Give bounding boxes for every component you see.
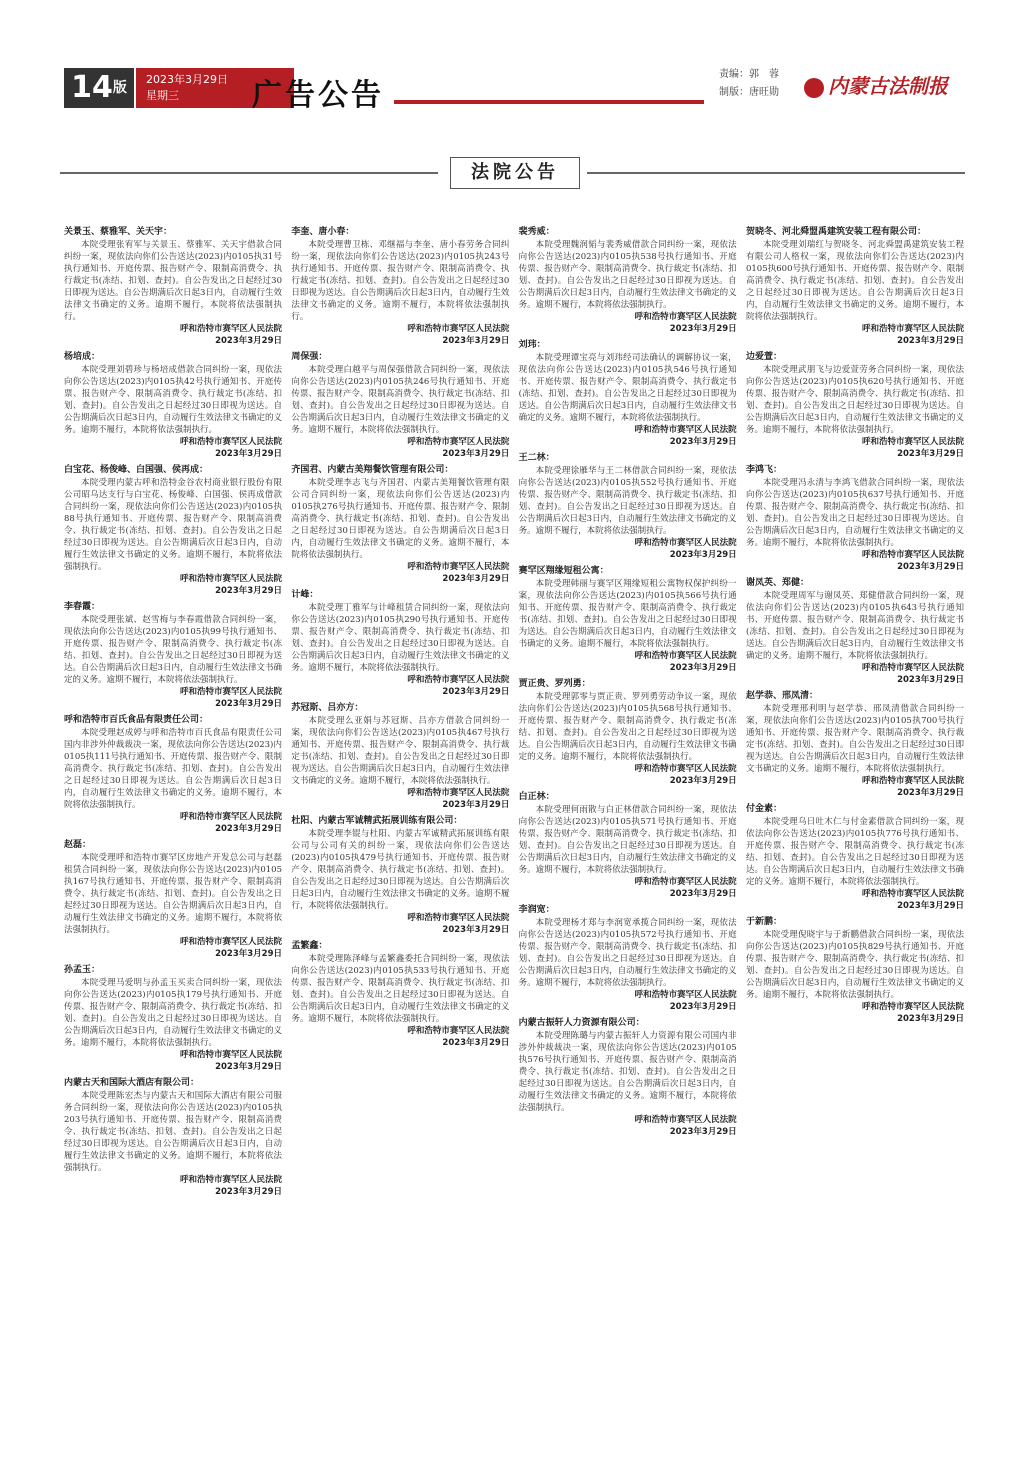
court-notice <box>291 589 509 698</box>
notice-party: 杨培成： <box>64 352 101 362</box>
notice-body: 本院受理马爱明与孙孟玉买卖合同纠纷一案，现依法向你公告送达(2023)内0105执179号执行通知书、开庭传票、报告财产令、限制高消费令、执行裁定书(冻结、扣划、查封)。自公告发出之日起经过30日即视为送达。自公告期满后次日起3日内，自动履行生效法律文书确定的义务。逾期不履行，本院将依法强制执行。 <box>64 978 282 1048</box>
court-notice <box>746 464 964 573</box>
notice-court: 呼和浩特市赛罕区人民法院 <box>634 425 737 435</box>
newspaper-logo <box>804 70 948 99</box>
notice-court: 呼和浩特市赛罕区人民法院 <box>407 913 510 923</box>
notice-date: 2023年3月29日 <box>215 1187 282 1197</box>
notice-body: 本院受理李志飞与齐国君、内蒙古美翔餐饮管理有限公司合同纠纷一案，现依法向你们公告送达(2023)内0105执276号执行通知书、开庭传票、报告财产令、限制高消费令、执行裁定书(冻结、扣划、查封)。自公告发出之日起经过30日即视为送达。自公告期满后次日起3日内，自动履行生效法律文书确定的义务。逾期不履行，本院将依法强制执行。 <box>291 478 510 560</box>
notice-date: 2023年3月29日 <box>669 889 737 899</box>
notice-date: 2023年3月29日 <box>897 562 964 572</box>
court-notice <box>64 351 282 460</box>
notice-date: 2023年3月29日 <box>442 1038 510 1048</box>
notice-date: 2023年3月29日 <box>897 1014 964 1024</box>
court-notice <box>519 1017 737 1138</box>
notice-columns <box>64 226 964 1476</box>
notice-date: 2023年3月29日 <box>215 336 282 346</box>
notice-date: 2023年3月29日 <box>669 550 737 560</box>
notice-body: 本院受理张斌、赵雪梅与李春霞借款合同纠纷一案，现依法向你公告送达(2023)内0105执99号执行通知书、开庭传票、报告财产令、限制高消费令、执行裁定书(冻结、扣划、查封)。自公告发出之日起经过30日即视为送达。自公告期满后次日起3日内，自动履行生效法律文书确定的义务。逾期不履行，本院将依法强制执行。 <box>64 615 282 685</box>
notice-party: 白正林： <box>518 792 555 802</box>
court-notice <box>64 226 282 347</box>
column-3 <box>519 226 737 1476</box>
notice-body: 本院受理内蒙古呼和浩特金谷农村商业银行股份有限公司昭乌达支行与白宝花、杨俊峰、白国强、侯再成借款合同纠纷一案，现依法向你们公告送达(2023)内0105执88号执行通知书、开庭传票、报告财产令、限制高消费令、执行裁定书(冻结、扣划、查封)。自公告发出之日起经过30日即视为送达。自公告期满后次日起3日内，自动履行生效法律文书确定的义务。逾期不履行，本院将依法强制执行。 <box>64 478 282 572</box>
notice-body: 本院受理杨才郑与李润宽承揽合同纠纷一案，现依法向你公告送达(2023)内0105执572号执行通知书、开庭传票、报告财产令、限制高消费令、执行裁定书(冻结、扣划、查封)。自公告发出之日起经过30日即视为送达。自公告期满后次日起3日内，自动履行生效法律文书确定的义务。逾期不履行，本院将依法强制执行。 <box>518 918 737 988</box>
notice-party: 杜阳、内蒙古军诚精武拓展训练有限公司： <box>291 816 463 826</box>
notice-body: 本院受理陈泽峰与孟繁鑫委托合同纠纷一案，现依法向你公告送达(2023)内0105执533号执行通知书、开庭传票、报告财产令、限制高消费令、执行裁定书(冻结、扣划、查封)。自公告发出之日起经过30日即视为送达。自公告期满后次日起3日内，自动履行生效法律文书确定的义务。逾期不履行，本院将依法强制执行。 <box>291 954 510 1024</box>
notice-date: 2023年3月29日 <box>442 449 510 459</box>
editor-credit: 责编：郭 蓉 <box>719 69 779 80</box>
notice-body: 本院受理武朋飞与边爱萱劳务合同纠纷一案，现依法向你公告送达(2023)内0105执620号执行通知书、开庭传票、报告财产令、限制高消费令、执行裁定书(冻结、扣划、查封)。自公告发出之日起经过30日即视为送达。自公告期满后次日起3日内，自动履行生效法律文书确定的义务。逾期不履行，本院将依法强制执行。 <box>745 365 964 435</box>
notice-date: 2023年3月29日 <box>669 776 737 786</box>
column-4 <box>746 226 964 1476</box>
notice-party: 呼和浩特市百氏食品有限责任公司： <box>64 715 209 725</box>
banner-title: 法院公告 <box>450 157 580 189</box>
page-number: 14 <box>71 70 113 105</box>
notice-court: 呼和浩特市赛罕区人民法院 <box>634 877 737 887</box>
notice-party: 李鸿飞： <box>745 465 782 475</box>
notice-body: 本院受理刘碧珍与杨培成借款合同纠纷一案，现依法向你公告送达(2023)内0105执42号执行通知书、开庭传票、报告财产令、限制高消费令、执行裁定书(冻结、扣划、查封)。自公告发出之日起经过30日即视为送达。自公告期满后次日起3日内，自动履行生效法律文书确定的义务。逾期不履行，本院将依法强制执行。 <box>64 365 282 435</box>
court-notice <box>291 351 509 460</box>
notice-court: 呼和浩特市赛罕区人民法院 <box>179 574 282 584</box>
notice-date: 2023年3月29日 <box>215 586 282 596</box>
court-notice <box>291 815 509 936</box>
notice-party: 边爱萱： <box>745 352 782 362</box>
court-notice <box>291 940 509 1049</box>
masthead-rule <box>394 100 704 104</box>
notice-party: 赵学恭、邢凤清： <box>745 691 818 701</box>
notice-date: 2023年3月29日 <box>897 901 964 911</box>
notice-court: 呼和浩特市赛罕区人民法院 <box>634 764 737 774</box>
notice-party: 计峰： <box>291 590 319 600</box>
court-notice <box>519 791 737 900</box>
court-notice <box>519 339 737 448</box>
notice-court: 呼和浩特市赛罕区人民法院 <box>634 1115 737 1125</box>
notice-body: 本院受理冯永清与李鸿飞借款合同纠纷一案，现依法向你公告送达(2023)内0105执637号执行通知书、开庭传票、报告财产令、限制高消费令、执行裁定书(冻结、扣划、查封)。自公告发出之日起经过30日即视为送达。自公告期满后次日起3日内，自动履行生效法律文书确定的义务。逾期不履行，本院将依法强制执行。 <box>745 478 964 548</box>
notice-body: 本院受理陈璐与内蒙古振轩人力资源有限公司国内非涉外仲裁裁决一案，现依法向你公告送达(2023)内0105执576号执行通知书、开庭传票、报告财产令、限制高消费令、执行裁定书(冻结、扣划、查封)。自公告发出之日起经过30日即视为送达。自公告期满后次日起3日内，自动履行生效法律文书确定的义务。逾期不履行，本院将依法强制执行。 <box>518 1031 737 1113</box>
court-notice <box>291 464 509 585</box>
newspaper-name: 内蒙古法制报 <box>828 74 948 98</box>
notice-date: 2023年3月29日 <box>442 336 510 346</box>
notice-body: 本院受理赵成婷与呼和浩特市百氏食品有限责任公司国内非涉外仲裁裁决一案，现依法向你公告送达(2023)内0105执111号执行通知书、开庭传票、报告财产令、限制高消费令、执行裁定书(冻结、扣划、查封)。自公告发出之日起经过30日即视为送达。自公告期满后次日起3日内，自动履行生效法律文书确定的义务。逾期不履行，本院将依法强制执行。 <box>64 728 282 810</box>
notice-court: 呼和浩特市赛罕区人民法院 <box>179 324 282 334</box>
court-notice <box>519 678 737 787</box>
notice-body: 本院受理白越平与周保强借款合同纠纷一案，现依法向你公告送达(2023)内0105执246号执行通知书、开庭传票、报告财产令、限制高消费令、执行裁定书(冻结、扣划、查封)。自公告发出之日起经过30日即视为送达。自公告期满后次日起3日内，自动履行生效法律文书确定的义务。逾期不履行，本院将依法强制执行。 <box>291 365 510 435</box>
notice-court: 呼和浩特市赛罕区人民法院 <box>634 312 737 322</box>
notice-date: 2023年3月29日 <box>897 788 964 798</box>
notice-court: 呼和浩特市赛罕区人民法院 <box>179 812 282 822</box>
court-notice <box>746 577 964 686</box>
notice-date: 2023年3月29日 <box>215 1062 282 1072</box>
court-notice <box>746 916 964 1025</box>
notice-court: 呼和浩特市赛罕区人民法院 <box>407 788 510 798</box>
notice-party: 白宝花、杨俊峰、白国强、侯再成： <box>64 465 209 475</box>
notice-party: 谢凤英、郑健： <box>745 578 809 588</box>
notice-body: 本院受理徐雁华与王二林借款合同纠纷一案，现依法向你公告送达(2023)内0105执552号执行通知书、开庭传票、报告财产令、限制高消费令、执行裁定书(冻结、扣划、查封)。自公告发出之日起经过30日即视为送达。自公告期满后次日起3日内，自动履行生效法律文书确定的义务。逾期不履行，本院将依法强制执行。 <box>518 466 737 536</box>
notice-party: 于新鹏： <box>745 917 782 927</box>
court-notice <box>64 964 282 1073</box>
court-notice <box>519 565 737 674</box>
notice-court: 呼和浩特市赛罕区人民法院 <box>861 1002 964 1012</box>
notice-party: 李春霞： <box>64 602 101 612</box>
court-notice <box>746 803 964 912</box>
notice-date: 2023年3月29日 <box>897 675 964 685</box>
court-notice <box>291 702 509 811</box>
court-notice <box>64 839 282 960</box>
section-title: 广告公告 <box>252 78 384 113</box>
notice-date: 2023年3月29日 <box>669 663 737 673</box>
notice-date: 2023年3月29日 <box>897 336 964 346</box>
court-notice <box>64 714 282 835</box>
notice-body: 本院受理乌日吐木仁与付金素借款合同纠纷一案，现依法向你公告送达(2023)内0105执776号执行通知书、开庭传票、报告财产令、限制高消费令、执行裁定书(冻结、扣划、查封)。自公告发出之日起经过30日即视为送达。自公告期满后次日起3日内，自动履行生效法律文书确定的义务。逾期不履行，本院将依法强制执行。 <box>745 817 964 887</box>
notice-body: 本院受理邢利明与赵学恭、邢凤清借款合同纠纷一案，现依法向你们公告送达(2023)内0105执700号执行通知书、开庭传票、报告财产令、限制高消费令、执行裁定书(冻结、扣划、查封)。自公告发出之日起经过30日即视为送达。自公告期满后次日起3日内，自动履行生效法律文书确定的义务。逾期不履行，本院将依法强制执行。 <box>745 704 964 774</box>
notice-date: 2023年3月29日 <box>669 324 737 334</box>
notice-court: 呼和浩特市赛罕区人民法院 <box>179 687 282 697</box>
court-notice <box>64 1077 282 1198</box>
notice-date: 2023年3月29日 <box>215 949 282 959</box>
issue-date: 2023年3月29日 <box>146 73 228 86</box>
column-2 <box>291 226 509 1476</box>
notice-body: 本院受理张宥军与关景玉、蔡雅军、关天宇借款合同纠纷一案，现依法向你们公告送达(2023)内0105执31号执行通知书、开庭传票、报告财产令、限制高消费令、执行裁定书(冻结、扣划、查封)。自公告发出之日起经过30日即视为送达。自公告期满后次日起3日内，自动履行生效法律文书确定的义务。逾期不履行，本院将依法强制执行。 <box>64 240 282 322</box>
notice-party: 付金素： <box>745 804 782 814</box>
notice-party: 齐国君、内蒙古美翔餐饮管理有限公司： <box>291 465 454 475</box>
notice-party: 裴秀威： <box>518 227 555 237</box>
notice-court: 呼和浩特市赛罕区人民法院 <box>407 562 510 572</box>
notice-date: 2023年3月29日 <box>215 699 282 709</box>
court-notice <box>64 464 282 597</box>
notice-party: 内蒙古振轩人力资源有限公司： <box>518 1018 645 1028</box>
notice-body: 本院受理刘瑞红与贺晓冬、河北舜盟禹建筑安装工程有限公司人格权一案，现依法向你们公告送达(2023)内0105执600号执行通知书、开庭传票、报告财产令、限制高消费令、执行裁定书(冻结、扣划、查封)。自公告发出之日起经过30日即视为送达。自公告期满后次日起3日内，自动履行生效法律文书确定的义务。逾期不履行，本院将依法强制执行。 <box>745 240 964 322</box>
page-number-badge <box>64 68 134 108</box>
court-notice <box>64 601 282 710</box>
notice-party: 孟繁鑫： <box>291 941 328 951</box>
notice-court: 呼和浩特市赛罕区人民法院 <box>407 675 510 685</box>
masthead <box>64 64 964 112</box>
notice-date: 2023年3月29日 <box>215 449 282 459</box>
notice-party: 贾正贵、罗列勇： <box>518 679 591 689</box>
notice-body: 本院受理李锟与杜阳、内蒙古军诚精武拓展训练有限公司与公司有关的纠纷一案，现依法向你们公告送达(2023)内0105执479号执行通知书、开庭传票、报告财产令、限制高消费令、执行裁定书(冻结、扣划、查封)。自公告发出之日起经过30日即视为送达。自公告期满后次日起3日内，自动履行生效法律文书确定的义务。逾期不履行，本院将依法强制执行。 <box>291 829 510 911</box>
notice-body: 本院受理周军与谢凤英、郑健借款合同纠纷一案，现依法向你们公告送达(2023)内0105执643号执行通知书、开庭传票、报告财产令、限制高消费令、执行裁定书(冻结、扣划、查封)。自公告发出之日起经过30日即视为送达。自公告期满后次日起3日内，自动履行生效法律文书确定的义务。逾期不履行，本院将依法强制执行。 <box>745 591 964 661</box>
notice-court: 呼和浩特市赛罕区人民法院 <box>179 1050 282 1060</box>
banner-rule-left <box>60 172 438 174</box>
notice-body: 本院受理韩丽与赛罕区翔缘短租公寓物权保护纠纷一案，现依法向你公告送达(2023)内0105执566号执行通知书、开庭传票、报告财产令、限制高消费令、执行裁定书(冻结、扣划、查封)。自公告发出之日起经过30日即视为送达。自公告期满后次日起3日内，自动履行生效法律文书确定的义务。逾期不履行，本院将依法强制执行。 <box>518 579 737 649</box>
notice-body: 本院受理魏润韬与裴秀威借款合同纠纷一案，现依法向你公告送达(2023)内0105执538号执行通知书、开庭传票、报告财产令、限制高消费令、执行裁定书(冻结、扣划、查封)。自公告发出之日起经过30日即视为送达。自公告期满后次日起3日内，自动履行生效法律文书确定的义务。逾期不履行，本院将依法强制执行。 <box>518 240 737 310</box>
notice-court: 呼和浩特市赛罕区人民法院 <box>634 990 737 1000</box>
court-notice <box>519 452 737 561</box>
notice-party: 内蒙古天和国际大酒店有限公司： <box>64 1078 200 1088</box>
logo-icon <box>804 78 824 98</box>
notice-date: 2023年3月29日 <box>442 800 510 810</box>
issue-weekday: 星期三 <box>146 89 179 102</box>
page-suffix: 版 <box>112 80 127 96</box>
court-notice <box>746 226 964 347</box>
notice-body: 本院受理倪晓宇与于新鹏借款合同纠纷一案，现依法向你公告送达(2023)内0105执829号执行通知书、开庭传票、报告财产令、限制高消费令、执行裁定书(冻结、扣划、查封)。自公告发出之日起经过30日即视为送达。自公告期满后次日起3日内，自动履行生效法律文书确定的义务。逾期不履行，本院将依法强制执行。 <box>745 930 964 1000</box>
notice-party: 赛罕区翔缘短租公寓： <box>518 566 609 576</box>
notice-court: 呼和浩特市赛罕区人民法院 <box>407 324 510 334</box>
court-notice <box>519 226 737 335</box>
notice-body: 本院受理谭宝亮与刘玮经司法确认的调解协议一案，现依法向你公告送达(2023)内0105执546号执行通知书、开庭传票、报告财产令、限制高消费令、执行裁定书(冻结、扣划、查封)。自公告发出之日起经过30日即视为送达。自公告期满后次日起3日内，自动履行生效法律文书确定的义务。逾期不履行，本院将依法强制执行。 <box>518 353 737 423</box>
notice-court: 呼和浩特市赛罕区人民法院 <box>179 1175 282 1185</box>
notice-body: 本院受理陈宏杰与内蒙古天和国际大酒店有限公司服务合同纠纷一案，现依法向你公告送达(2023)内0105执203号执行通知书、开庭传票、报告财产令、限制高消费令、执行裁定书(冻结、扣划、查封)。自公告发出之日起经过30日即视为送达。自公告期满后次日起3日内，自动履行生效法律文书确定的义务。逾期不履行，本院将依法强制执行。 <box>64 1091 282 1173</box>
notice-court: 呼和浩特市赛罕区人民法院 <box>634 651 737 661</box>
notice-court: 呼和浩特市赛罕区人民法院 <box>179 437 282 447</box>
notice-party: 苏冠斯、吕亦方： <box>291 703 364 713</box>
notice-party: 刘玮： <box>518 340 546 350</box>
notice-party: 关景玉、蔡雅军、关天宇： <box>64 227 173 237</box>
notice-date: 2023年3月29日 <box>897 449 964 459</box>
notice-body: 本院受理曹卫栋、邓继福与李奎、唐小春劳务合同纠纷一案，现依法向你们公告送达(2023)内0105执243号执行通知书、开庭传票、报告财产令、限制高消费令、执行裁定书(冻结、扣划、查封)。自公告发出之日起经过30日即视为送达。自公告期满后次日起3日内，自动履行生效法律文书确定的义务。逾期不履行，本院将依法强制执行。 <box>291 240 510 322</box>
section-banner <box>60 155 965 191</box>
notice-party: 赵磊： <box>64 840 92 850</box>
notice-date: 2023年3月29日 <box>669 1127 737 1137</box>
notice-body: 本院受理丁雅军与计峰租赁合同纠纷一案，现依法向你公告送达(2023)内0105执290号执行通知书、开庭传票、报告财产令、限制高消费令、执行裁定书(冻结、扣划、查封)。自公告发出之日起经过30日即视为送达。自公告期满后次日起3日内，自动履行生效法律文书确定的义务。逾期不履行，本院将依法强制执行。 <box>291 603 510 673</box>
notice-court: 呼和浩特市赛罕区人民法院 <box>861 889 964 899</box>
court-notice <box>291 226 509 347</box>
layout-credit: 制版：唐旺勋 <box>719 87 779 98</box>
notice-court: 呼和浩特市赛罕区人民法院 <box>179 937 282 947</box>
notice-date: 2023年3月29日 <box>669 437 737 447</box>
column-1 <box>64 226 282 1476</box>
notice-date: 2023年3月29日 <box>669 1002 737 1012</box>
notice-court: 呼和浩特市赛罕区人民法院 <box>861 324 964 334</box>
notice-court: 呼和浩特市赛罕区人民法院 <box>861 663 964 673</box>
notice-court: 呼和浩特市赛罕区人民法院 <box>407 437 510 447</box>
credits <box>719 66 779 102</box>
notice-body: 本院受理么亚娟与苏冠斯、吕亦方借款合同纠纷一案，现依法向你们公告送达(2023)内0105执467号执行通知书、开庭传票、报告财产令、限制高消费令、执行裁定书(冻结、扣划、查封)。自公告发出之日起经过30日即视为送达。自公告期满后次日起3日内，自动履行生效法律文书确定的义务。逾期不履行，本院将依法强制执行。 <box>291 716 510 786</box>
notice-date: 2023年3月29日 <box>442 574 510 584</box>
notice-body: 本院受理郭零与贾正贵、罗列勇劳动争议一案，现依法向你们公告送达(2023)内0105执568号执行通知书、开庭传票、报告财产令、限制高消费令、执行裁定书(冻结、扣划、查封)。自公告发出之日起经过30日即视为送达。自公告期满后次日起3日内，自动履行生效法律文书确定的义务。逾期不履行，本院将依法强制执行。 <box>518 692 737 762</box>
notice-date: 2023年3月29日 <box>442 687 510 697</box>
notice-party: 周保强： <box>291 352 328 362</box>
notice-court: 呼和浩特市赛罕区人民法院 <box>634 538 737 548</box>
notice-party: 孙孟玉： <box>64 965 101 975</box>
notice-party: 李奎、唐小春： <box>291 227 355 237</box>
court-notice <box>746 351 964 460</box>
banner-rule-right <box>587 172 965 174</box>
notice-court: 呼和浩特市赛罕区人民法院 <box>407 1026 510 1036</box>
notice-party: 李润宽： <box>518 905 555 915</box>
notice-party: 王二林： <box>518 453 555 463</box>
notice-body: 本院受理呼和浩特市赛罕区房地产开发总公司与赵磊租赁合同纠纷一案，现依法向你公告送达(2023)内0105执167号执行通知书、开庭传票、报告财产令、限制高消费令、执行裁定书(冻结、扣划、查封)。自公告发出之日起经过30日即视为送达。自公告期满后次日起3日内，自动履行生效法律文书确定的义务。逾期不履行，本院将依法强制执行。 <box>64 853 282 935</box>
notice-date: 2023年3月29日 <box>215 824 282 834</box>
notice-court: 呼和浩特市赛罕区人民法院 <box>861 550 964 560</box>
notice-court: 呼和浩特市赛罕区人民法院 <box>861 437 964 447</box>
notice-party: 贺晓冬、河北舜盟禹建筑安装工程有限公司： <box>745 227 926 237</box>
notice-date: 2023年3月29日 <box>442 925 510 935</box>
notice-court: 呼和浩特市赛罕区人民法院 <box>861 776 964 786</box>
court-notice <box>746 690 964 799</box>
court-notice <box>519 904 737 1013</box>
notice-body: 本院受理何雨散与白正林借款合同纠纷一案，现依法向你公告送达(2023)内0105执571号执行通知书、开庭传票、报告财产令、限制高消费令、执行裁定书(冻结、扣划、查封)。自公告发出之日起经过30日即视为送达。自公告期满后次日起3日内，自动履行生效法律文书确定的义务。逾期不履行，本院将依法强制执行。 <box>518 805 737 875</box>
